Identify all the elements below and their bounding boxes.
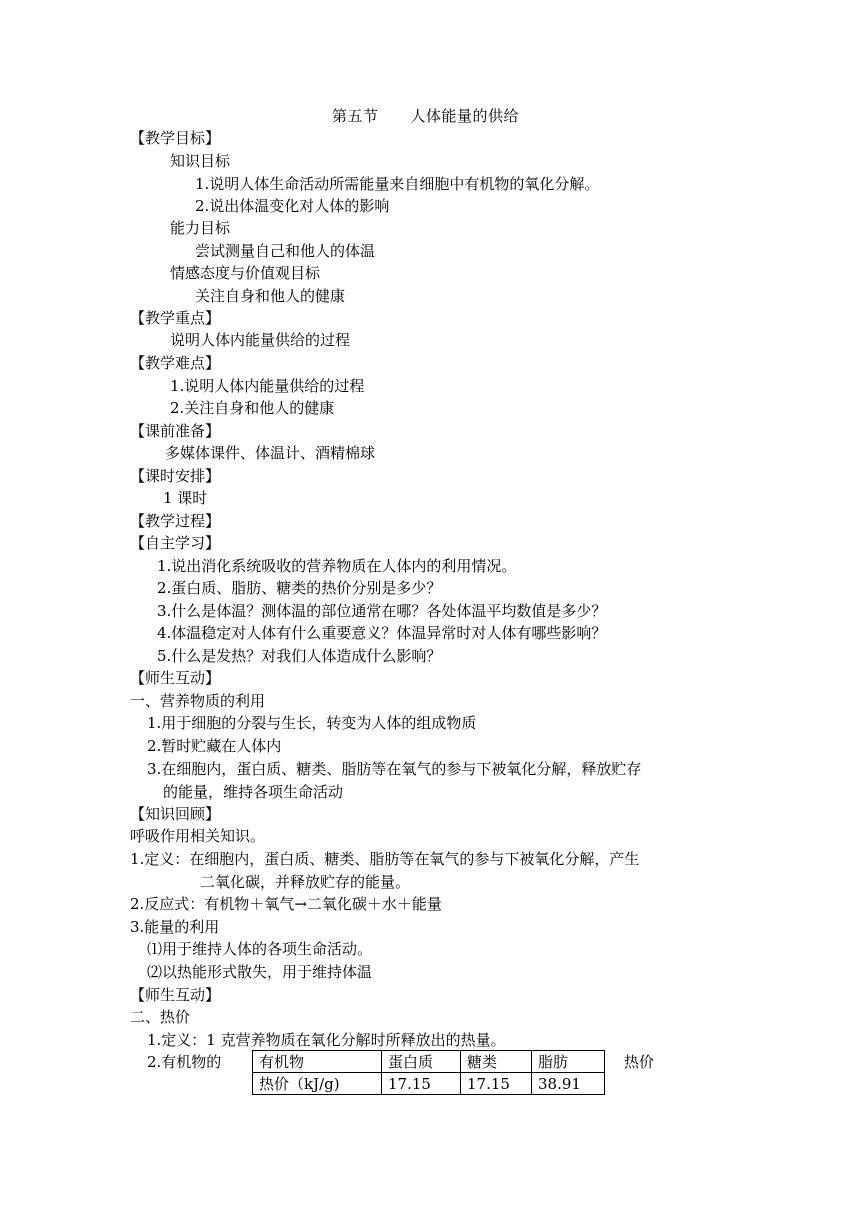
section-heading: 二、热价: [130, 1008, 191, 1026]
table-cell: 17.15: [382, 1073, 461, 1095]
table-row: [253, 1073, 605, 1095]
self-study-item: 2.蛋白质、脂肪、糖类的热价分别是多少？: [157, 579, 442, 597]
table-header-cell: 糖类: [461, 1051, 532, 1073]
section-number: 第五节: [332, 107, 379, 125]
table-header-cell: 有机物: [253, 1051, 382, 1073]
energy-use-item: ⑴用于维持人体的各项生命活动。: [147, 940, 373, 958]
interaction-header: 【师生互动】: [130, 669, 221, 687]
energy-use-item: ⑵以热能形式散失，用于维持体温: [147, 963, 373, 981]
nutrient-use-item: 1.用于细胞的分裂与生长，转变为人体的组成物质: [147, 714, 477, 732]
table-header-cell: 蛋白质: [382, 1051, 461, 1073]
nutrient-use-item: 3.在细胞内，蛋白质、糖类、脂肪等在氧气的参与下被氧化分解，释放贮存: [147, 760, 642, 778]
table-header-row: [253, 1051, 605, 1073]
review-header: 【知识回顾】: [130, 805, 221, 823]
table-header-cell: 脂肪: [532, 1051, 605, 1073]
difficulty-header: 【教学难点】: [130, 354, 221, 372]
self-study-header: 【自主学习】: [130, 534, 221, 552]
difficulty-item: 1.说明人体内能量供给的过程: [170, 377, 365, 395]
objectives-header: 【教学目标】: [130, 129, 221, 147]
table-cell: 17.15: [461, 1073, 532, 1095]
emotion-goal-label: 情感态度与价值观目标: [170, 264, 321, 282]
page-title: [332, 106, 519, 126]
schedule-item: 1 课时: [163, 489, 208, 507]
respiration-definition: 1.定义：在细胞内，蛋白质、糖类、脂肪等在氧气的参与下被氧化分解，产生: [130, 850, 640, 868]
preparation-item: 多媒体课件、体温计、酒精棉球: [165, 444, 376, 462]
ability-goal-item: 尝试测量自己和他人的体温: [195, 242, 376, 260]
respiration-definition-continued: 二氧化碳，并释放贮存的能量。: [200, 873, 411, 891]
heat-value-item-prefix: 2.有机物的: [147, 1053, 222, 1071]
nutrient-use-item: 2.暂时贮藏在人体内: [147, 737, 282, 755]
emotion-goal-item: 关注自身和他人的健康: [195, 287, 346, 305]
heat-value-item-suffix: 热价: [624, 1053, 655, 1071]
focus-header: 【教学重点】: [130, 309, 221, 327]
interaction-header: 【师生互动】: [130, 986, 221, 1004]
self-study-item: 1.说出消化系统吸收的营养物质在人体内的利用情况。: [157, 557, 517, 575]
preparation-header: 【课前准备】: [130, 422, 221, 440]
table-cell: 热价（kJ/g): [253, 1073, 382, 1095]
nutrient-use-item-continued: 的能量，维持各项生命活动: [163, 783, 344, 801]
review-intro: 呼吸作用相关知识。: [130, 827, 266, 845]
process-header: 【教学过程】: [130, 512, 221, 530]
table-cell: 38.91: [532, 1073, 605, 1095]
self-study-item: 3.什么是体温？测体温的部位通常在哪？各处体温平均数值是多少？: [157, 602, 607, 620]
knowledge-goal-item: 2.说出体温变化对人体的影响: [195, 197, 390, 215]
self-study-item: 5.什么是发热？对我们人体造成什么影响？: [157, 647, 442, 665]
knowledge-goal-item: 1.说明人体生命活动所需能量来自细胞中有机物的氧化分解。: [195, 175, 600, 193]
focus-item: 说明人体内能量供给的过程: [170, 331, 351, 349]
energy-use-heading: 3.能量的利用: [130, 918, 220, 936]
heat-value-table: [252, 1050, 605, 1095]
knowledge-goal-label: 知识目标: [170, 152, 231, 170]
ability-goal-label: 能力目标: [170, 219, 231, 237]
heat-value-definition: 1.定义：1 克营养物质在氧化分解时所释放出的热量。: [147, 1031, 506, 1049]
reaction-formula: 2.反应式：有机物＋氧气→二氧化碳＋水＋能量: [130, 895, 442, 913]
schedule-header: 【课时安排】: [130, 467, 221, 485]
section-name: 人体能量的供给: [410, 107, 520, 125]
self-study-item: 4.体温稳定对人体有什么重要意义？体温异常时对人体有哪些影响？: [157, 624, 607, 642]
section-heading: 一、营养物质的利用: [130, 692, 266, 710]
difficulty-item: 2.关注自身和他人的健康: [170, 399, 335, 417]
